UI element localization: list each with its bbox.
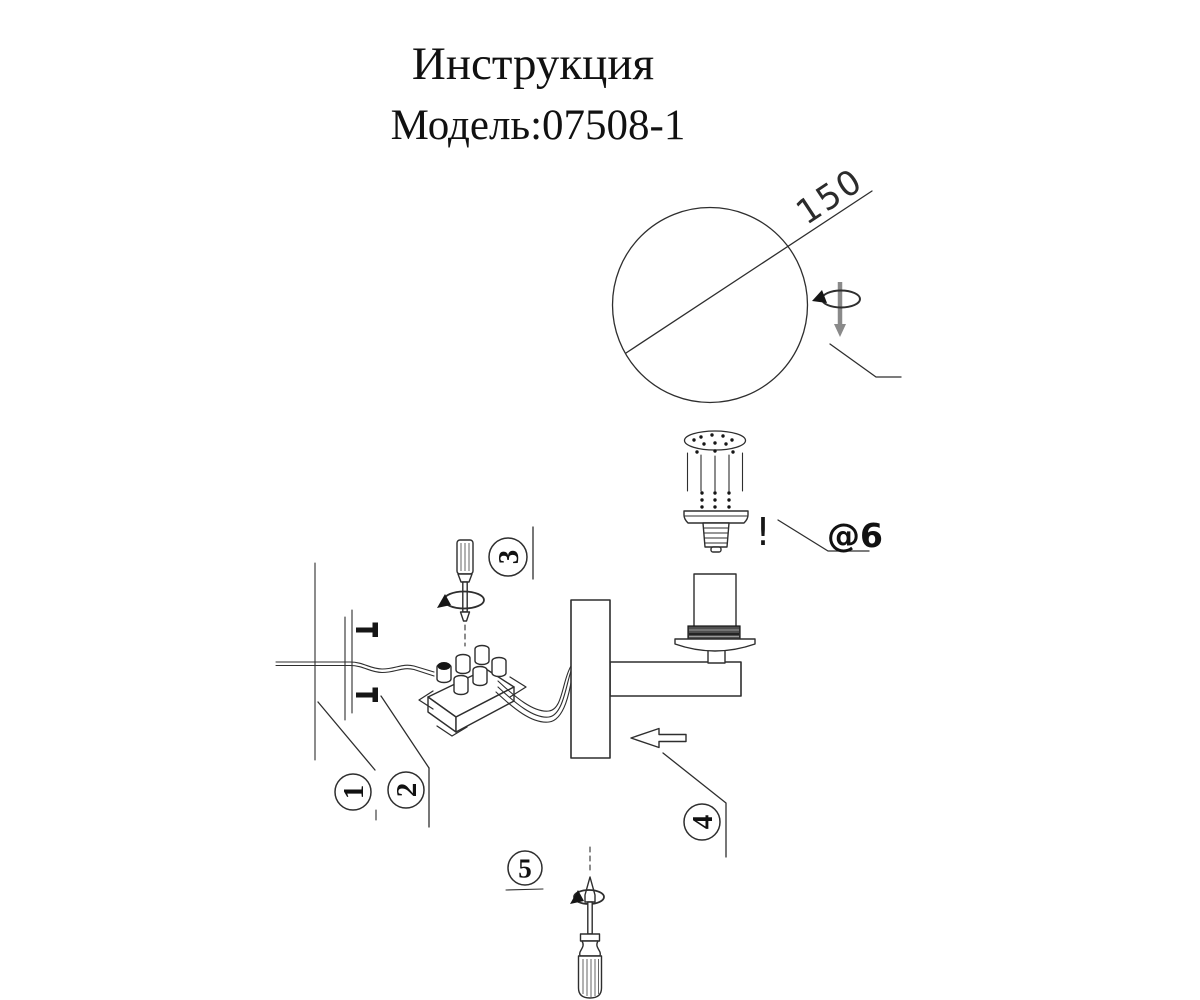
socket-flange — [675, 639, 755, 651]
bulb-led-dots — [692, 433, 734, 508]
bulb-skirt — [684, 511, 748, 523]
callout-2 — [381, 696, 429, 827]
globe-leader-line — [830, 344, 901, 377]
callout-number: 3 — [493, 549, 526, 565]
lamp-socket — [675, 574, 755, 663]
direction-arrow-icon — [631, 729, 686, 748]
terminal-block-icon — [419, 646, 526, 737]
wall-plate — [571, 600, 610, 758]
model-number: Модель:07508-1 — [390, 102, 686, 149]
callout-number: 2 — [391, 782, 424, 798]
mounting-screw-icon — [356, 688, 378, 703]
callout-4 — [663, 753, 726, 857]
socket-size-callout — [778, 516, 883, 555]
callout-5 — [506, 851, 543, 890]
globe-circle — [613, 208, 808, 403]
callout-1 — [318, 702, 376, 820]
callout-number: 5 — [518, 853, 532, 884]
page-title: Инструкция — [411, 38, 655, 90]
callout-3 — [489, 527, 533, 579]
sconce-body — [571, 574, 755, 758]
callout-number: 4 — [687, 814, 720, 830]
globe-diameter-label: 150 — [789, 160, 871, 234]
socket-cup — [694, 574, 736, 627]
bulb-tip — [711, 547, 721, 552]
mounting-screw-icon — [356, 623, 378, 638]
callout-leader-line — [318, 702, 375, 770]
rotation-icon — [812, 282, 860, 337]
callout-number: 1 — [338, 784, 371, 800]
bulb-icon — [684, 431, 748, 552]
socket-thread-band — [688, 626, 740, 639]
screwdriver-large-icon — [570, 847, 604, 998]
warning-mark: ! — [755, 510, 771, 554]
lamp-arm — [610, 662, 741, 696]
socket-size-label: @6 — [827, 516, 883, 555]
bulb-body-lines — [688, 453, 743, 491]
callout-leader-line — [381, 696, 429, 768]
supply-wire — [276, 662, 434, 676]
screwdriver-small-icon — [437, 540, 484, 646]
globe-drawing — [613, 161, 902, 403]
